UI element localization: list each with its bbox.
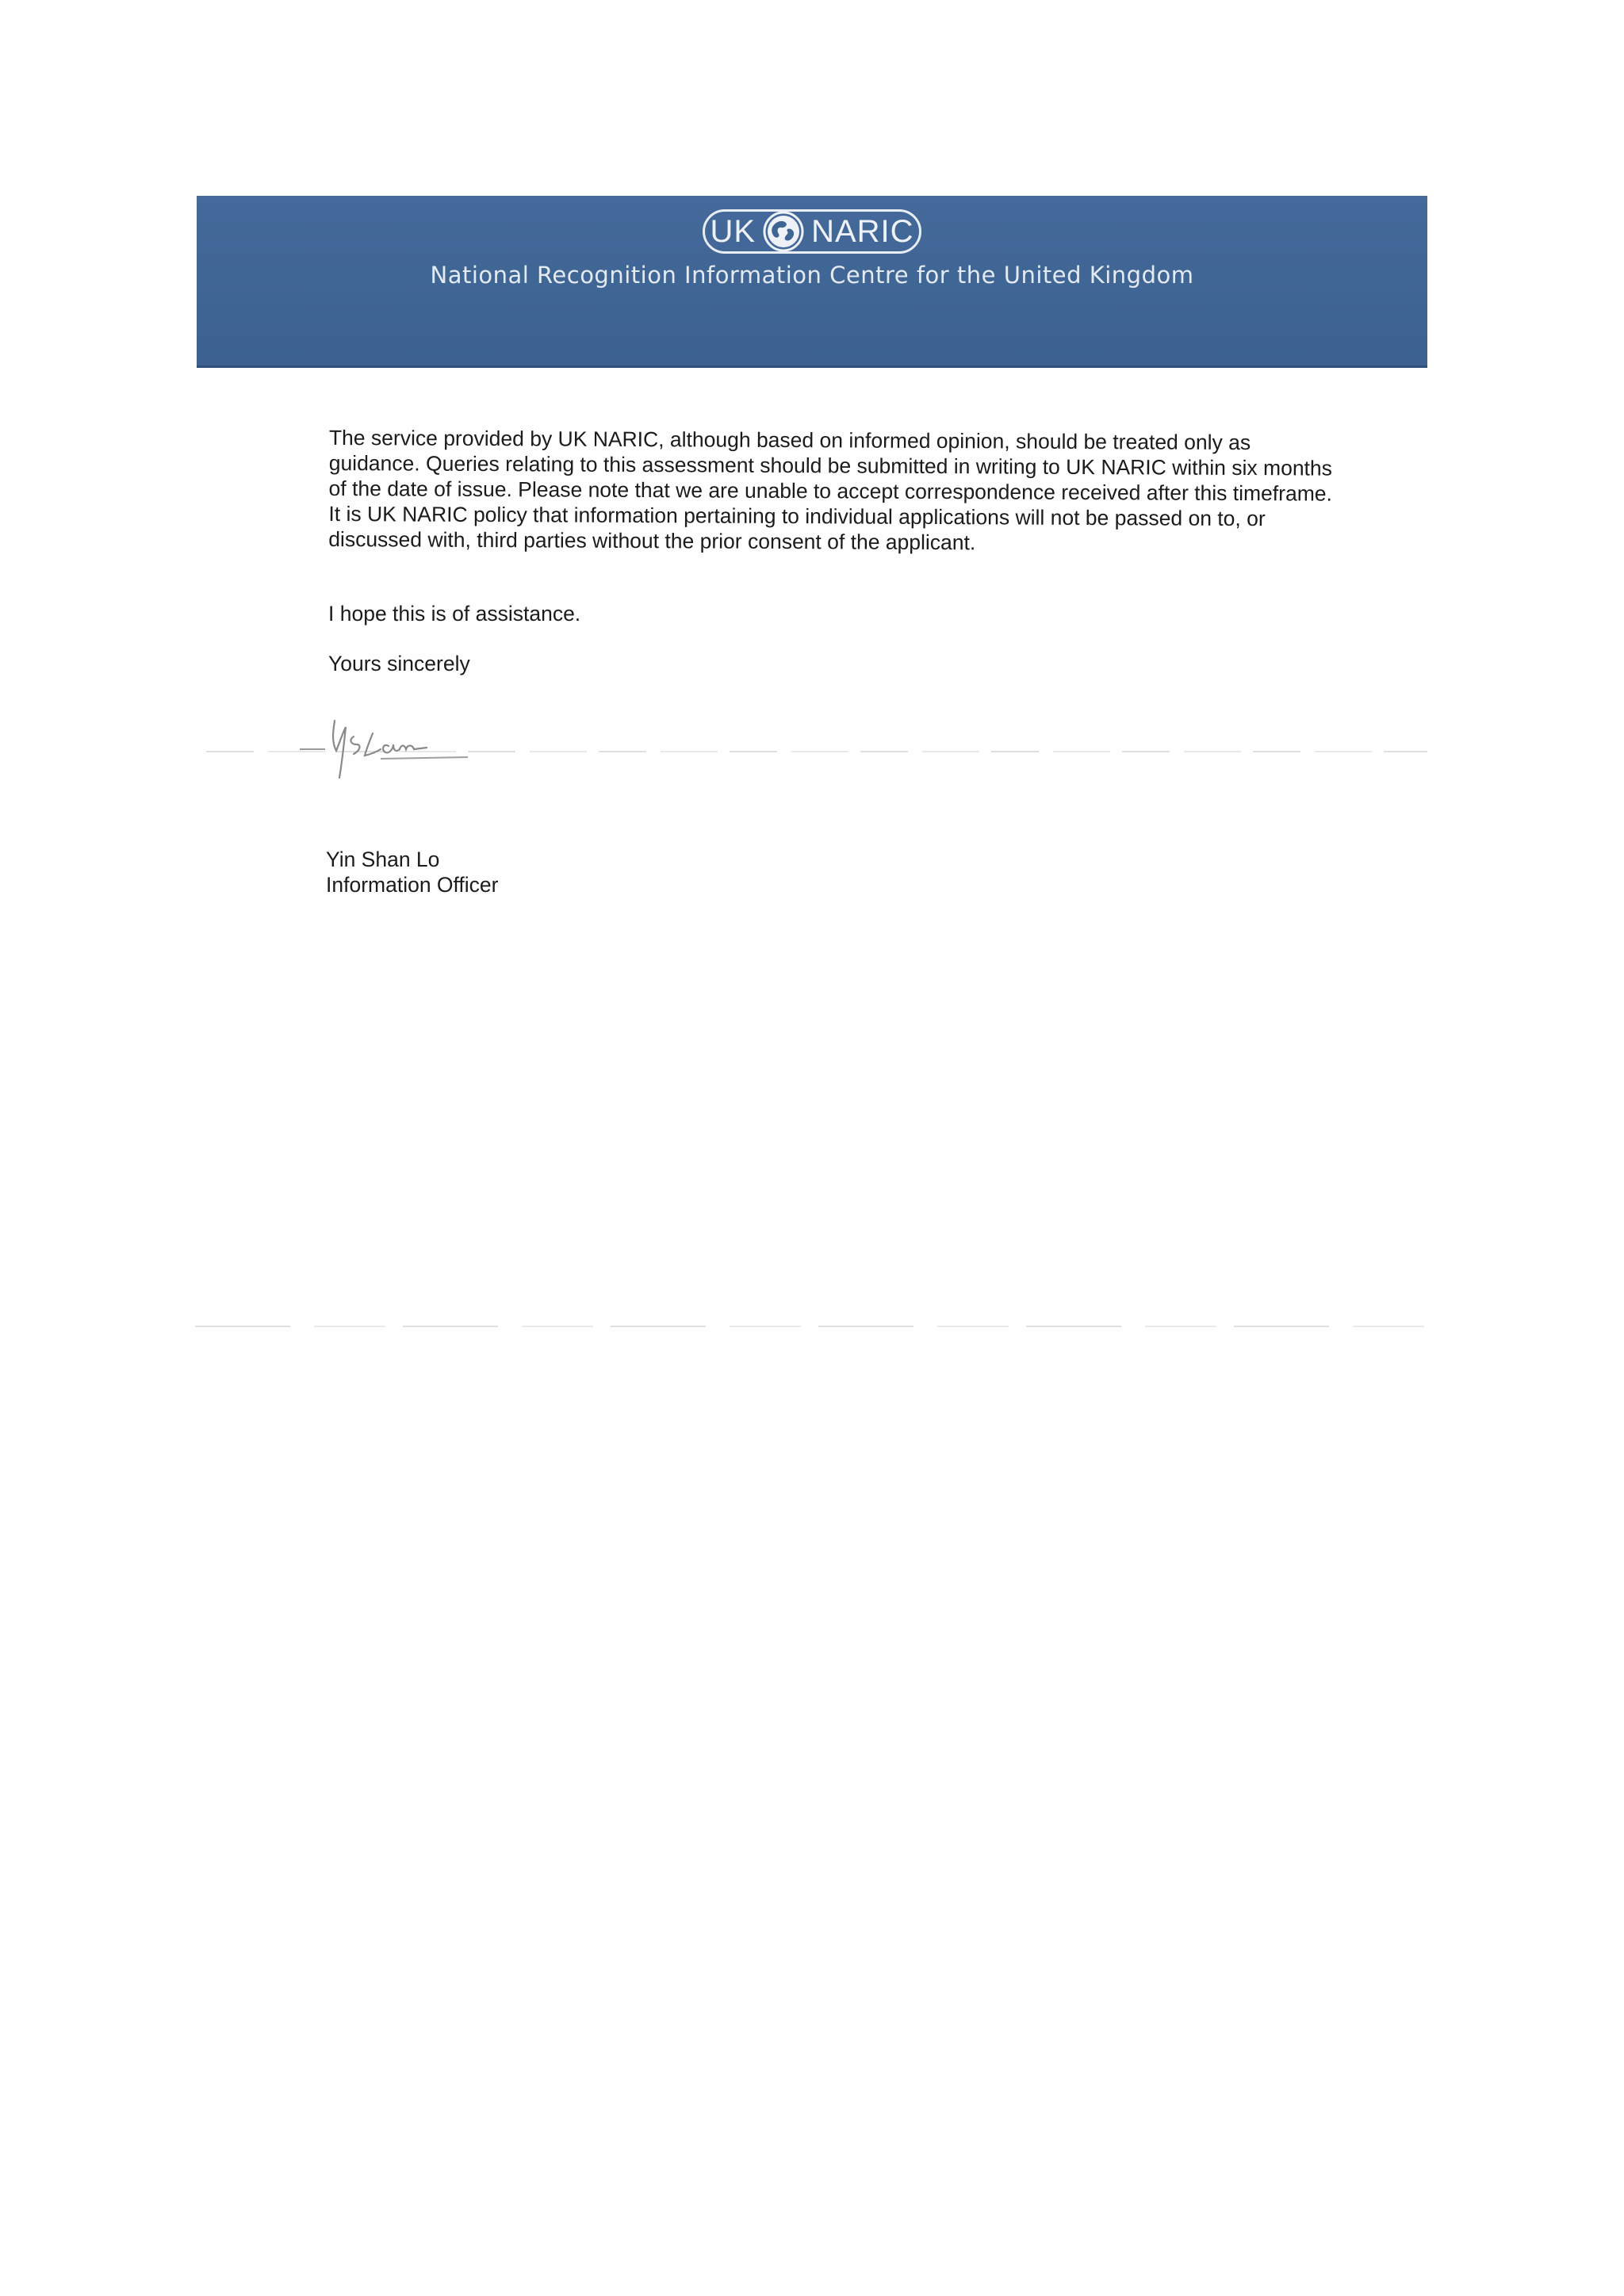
logo-text-uk: UK	[710, 213, 756, 249]
disclaimer-paragraph: The service provided by UK NARIC, although based on informed opinion, should be treated only as guidance. Queries relating to this assessment should be submitted in writing to UK NARIC within six months of the date of issue. Please note that we are unable to accept correspondence received after this timeframe. It is UK NARIC policy that information pertaining to individual applications will not be passed on to, or discussed with, third parties without the prior consent of the applicant.	[328, 426, 1333, 555]
scan-fold-line-lower	[195, 1326, 1429, 1327]
logo-text-naric: NARIC	[811, 213, 914, 249]
handwritten-signature	[293, 710, 484, 789]
signatory-name: Yin Shan Lo	[326, 848, 440, 871]
globe-icon	[762, 210, 805, 253]
letterhead-subtitle: National Recognition Information Centre for the United Kingdom	[430, 262, 1194, 289]
uk-naric-logo	[703, 209, 921, 254]
closing-line: Yours sincerely	[328, 652, 470, 675]
assistance-line: I hope this is of assistance.	[328, 602, 581, 626]
signatory-title: Information Officer	[326, 873, 499, 897]
